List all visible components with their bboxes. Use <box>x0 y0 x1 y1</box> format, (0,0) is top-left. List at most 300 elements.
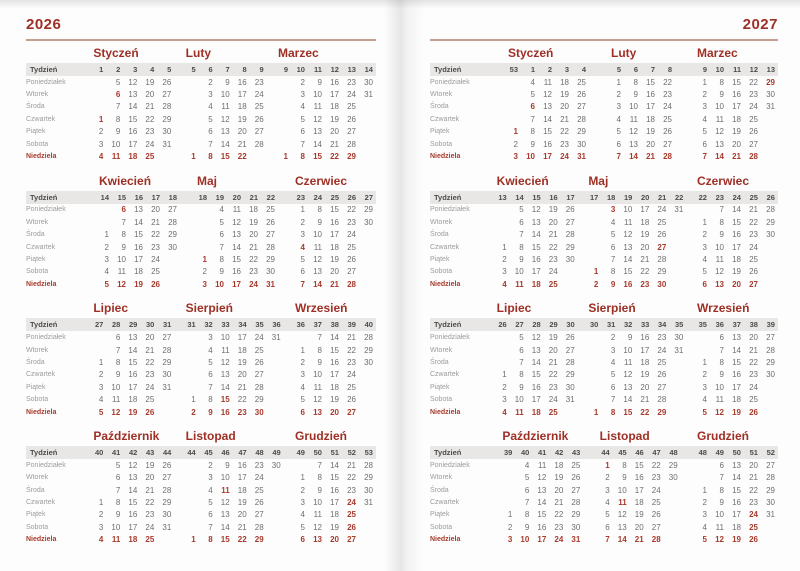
day-number: 1 <box>502 242 507 252</box>
day-number <box>193 205 210 214</box>
days-group <box>89 510 174 519</box>
day-number: 27 <box>162 473 172 483</box>
day-number: 1 <box>513 127 518 137</box>
day-number: 14 <box>232 242 241 252</box>
week-label: Tydzień <box>30 448 58 458</box>
days-group <box>693 408 778 417</box>
day-number: 13 <box>715 139 724 149</box>
day-number: 26 <box>347 395 356 405</box>
day-number: 20 <box>145 473 155 483</box>
day-number <box>359 267 376 276</box>
week-numbers-group <box>693 448 778 457</box>
week-number: 42 <box>128 448 138 458</box>
day-number <box>761 383 778 392</box>
day-number: 2 <box>610 333 616 343</box>
day-label: Sobota <box>26 268 49 276</box>
day-number: 19 <box>145 460 155 470</box>
day-number: 3 <box>208 473 213 483</box>
day-row <box>26 356 376 368</box>
day-label: Poniedziałek <box>430 461 470 469</box>
day-number: 29 <box>571 510 581 520</box>
day-number: 13 <box>313 407 322 417</box>
day-number: 17 <box>128 382 138 392</box>
day-number: 14 <box>313 279 322 289</box>
day-number: 18 <box>560 77 569 87</box>
day-number: 28 <box>577 114 586 124</box>
quarter-block <box>430 173 778 291</box>
day-number: 11 <box>624 357 633 367</box>
day-number: 11 <box>112 395 121 405</box>
day-number: 15 <box>623 407 633 417</box>
day-number: 28 <box>565 230 575 240</box>
day-number: 10 <box>313 498 322 508</box>
week-numbers-group <box>89 65 174 74</box>
week-number: 46 <box>635 448 644 458</box>
day-number <box>693 346 710 355</box>
days-group <box>693 486 778 495</box>
week-number: 5 <box>191 65 196 74</box>
day-number: 23 <box>651 473 661 483</box>
day-number: 22 <box>749 485 758 495</box>
day-number: 16 <box>330 485 339 495</box>
day-number: 4 <box>98 152 104 162</box>
day-number: 23 <box>254 460 264 470</box>
days-group <box>584 205 686 214</box>
day-label: Piątek <box>26 383 46 391</box>
day-number <box>664 486 681 495</box>
days-group <box>89 523 174 532</box>
day-row <box>430 331 778 343</box>
day-number: 14 <box>220 382 230 392</box>
day-number <box>182 333 199 342</box>
day-row <box>26 331 376 343</box>
day-number: 13 <box>715 279 724 289</box>
month-names-row <box>26 428 376 443</box>
day-number: 21 <box>145 345 155 355</box>
day-number: 12 <box>117 279 126 289</box>
day-number: 29 <box>766 485 775 495</box>
day-number: 5 <box>610 230 616 240</box>
day-row <box>430 216 778 228</box>
month-names-row <box>430 300 778 315</box>
day-number: 19 <box>640 230 650 240</box>
day-number: 22 <box>749 217 758 227</box>
day-number: 22 <box>249 254 258 264</box>
header-rule-left <box>26 39 376 41</box>
day-number: 10 <box>623 345 633 355</box>
day-number: 6 <box>605 522 610 532</box>
day-label: Niedziela <box>430 280 461 288</box>
day-number <box>693 205 710 214</box>
day-number: 19 <box>548 205 558 215</box>
day-number: 19 <box>237 357 247 367</box>
day-number: 30 <box>766 370 775 380</box>
day-number: 2 <box>593 279 599 289</box>
week-number: 8 <box>667 65 672 74</box>
day-number: 11 <box>313 102 322 112</box>
days-group <box>504 115 589 124</box>
day-row <box>430 534 778 546</box>
day-label: Czwartek <box>26 499 56 507</box>
day-number: 25 <box>749 114 758 124</box>
month-title: Wrzesień <box>294 301 348 316</box>
week-number: 53 <box>509 65 518 74</box>
day-number: 23 <box>347 77 356 87</box>
day-number <box>669 408 686 417</box>
day-number: 1 <box>191 535 196 545</box>
day-number <box>267 370 284 379</box>
day-number: 13 <box>313 267 322 277</box>
week-number: 29 <box>128 320 138 330</box>
week-numbers-group <box>504 65 589 74</box>
week-number: 6 <box>208 65 213 74</box>
day-number <box>89 346 106 355</box>
day-number: 2 <box>98 370 104 380</box>
days-group <box>182 152 267 161</box>
week-number: 5 <box>167 65 172 74</box>
day-number: 9 <box>317 217 322 227</box>
day-number: 12 <box>537 473 547 483</box>
day-number: 2 <box>98 510 104 520</box>
day-number <box>504 115 521 124</box>
day-number: 18 <box>128 395 138 405</box>
day-number <box>669 395 686 404</box>
day-number: 27 <box>162 333 172 343</box>
day-number: 23 <box>145 510 155 520</box>
day-number <box>359 102 376 111</box>
day-row <box>26 496 376 508</box>
day-number: 5 <box>702 127 707 137</box>
day-number: 1 <box>98 114 104 124</box>
days-group <box>291 383 376 392</box>
days-group <box>693 102 778 111</box>
day-number: 26 <box>565 333 575 343</box>
day-number: 23 <box>548 382 558 392</box>
month-title: Maj <box>588 173 609 188</box>
day-row <box>26 138 376 150</box>
day-number: 2 <box>502 382 507 392</box>
day-number: 18 <box>732 522 741 532</box>
week-numbers-group <box>607 65 675 74</box>
week-number: 47 <box>652 448 661 458</box>
day-number: 13 <box>313 127 322 137</box>
days-group <box>182 127 267 136</box>
week-number: 28 <box>532 320 541 330</box>
day-number: 14 <box>715 152 724 162</box>
days-group <box>182 346 284 355</box>
day-label: Środa <box>26 231 45 239</box>
days-group <box>274 152 376 161</box>
day-number: 7 <box>208 522 213 532</box>
day-number: 22 <box>347 345 356 355</box>
day-number: 26 <box>749 127 758 137</box>
days-group <box>493 255 578 264</box>
day-number: 22 <box>237 535 247 545</box>
day-number: 14 <box>220 522 230 532</box>
day-number: 20 <box>330 127 339 137</box>
week-number: 30 <box>566 320 575 330</box>
day-number: 28 <box>168 217 177 227</box>
day-number: 19 <box>330 522 339 532</box>
day-number: 13 <box>232 230 241 240</box>
day-row <box>26 534 376 546</box>
day-number: 10 <box>313 230 322 240</box>
day-number: 27 <box>651 522 661 532</box>
day-number: 20 <box>646 139 655 149</box>
week-number: 36 <box>272 320 281 330</box>
day-number: 12 <box>543 90 552 100</box>
day-number <box>193 218 210 227</box>
day-number: 9 <box>633 90 638 100</box>
days-group <box>693 461 778 470</box>
month-title: Czerwiec <box>696 173 749 188</box>
day-number: 12 <box>623 370 633 380</box>
day-number <box>182 461 199 470</box>
week-number: 12 <box>330 65 339 74</box>
day-number <box>182 498 199 507</box>
day-number: 19 <box>134 279 143 289</box>
day-number: 6 <box>300 535 305 545</box>
days-group <box>596 486 681 495</box>
day-number: 14 <box>623 395 633 405</box>
day-number <box>761 395 778 404</box>
quarter-block <box>26 300 376 418</box>
day-number: 19 <box>634 510 644 520</box>
day-number: 7 <box>115 102 121 112</box>
days-group <box>182 370 284 379</box>
day-number: 5 <box>519 205 524 215</box>
day-number: 15 <box>531 242 541 252</box>
day-number <box>267 473 284 482</box>
week-number: 38 <box>330 320 339 330</box>
days-group <box>95 230 180 239</box>
days-group <box>182 383 284 392</box>
day-number: 6 <box>530 102 535 112</box>
day-number: 30 <box>168 242 177 252</box>
day-number: 21 <box>640 395 650 405</box>
days-group <box>89 140 174 149</box>
day-number <box>267 408 284 417</box>
day-number: 30 <box>162 127 172 137</box>
day-row <box>26 216 376 228</box>
day-number: 19 <box>732 267 741 277</box>
day-number: 16 <box>128 510 138 520</box>
days-group <box>584 408 686 417</box>
day-number: 27 <box>347 535 356 545</box>
day-number: 10 <box>715 242 724 252</box>
week-label: Tydzień <box>434 192 462 202</box>
day-number: 8 <box>719 357 724 367</box>
week-number: 5 <box>616 65 621 74</box>
day-number: 13 <box>617 522 627 532</box>
days-group <box>274 102 376 111</box>
day-number: 25 <box>571 460 581 470</box>
day-number: 30 <box>657 279 667 289</box>
days-group <box>693 498 778 507</box>
day-number: 20 <box>749 333 758 343</box>
days-group <box>693 370 778 379</box>
day-label: Niedziela <box>430 536 461 544</box>
week-number: 18 <box>606 192 616 202</box>
day-number: 1 <box>191 152 196 162</box>
day-number: 28 <box>364 333 373 343</box>
day-row <box>430 393 778 405</box>
day-number: 30 <box>364 357 373 367</box>
day-number: 29 <box>364 345 373 355</box>
day-number: 5 <box>616 127 621 137</box>
day-number: 7 <box>605 535 610 545</box>
days-group <box>95 243 180 252</box>
day-label: Wtorek <box>430 346 453 354</box>
day-number <box>182 473 199 482</box>
week-number: 35 <box>674 320 684 330</box>
day-row <box>26 344 376 356</box>
day-number: 19 <box>548 333 558 343</box>
month-title: Wrzesień <box>696 301 750 316</box>
day-number: 26 <box>162 460 172 470</box>
days-group <box>693 523 778 532</box>
day-number: 20 <box>151 205 160 215</box>
day-number <box>504 102 521 111</box>
day-number: 24 <box>657 345 667 355</box>
day-number: 14 <box>617 535 627 545</box>
day-number: 4 <box>300 382 305 392</box>
day-row <box>26 76 376 88</box>
day-number <box>359 408 376 417</box>
day-number: 2 <box>702 370 707 380</box>
month-title: Czerwiec <box>295 173 348 188</box>
day-number: 14 <box>128 485 138 495</box>
day-number: 20 <box>548 345 558 355</box>
day-number: 10 <box>220 473 230 483</box>
day-row <box>26 472 376 484</box>
day-number: 18 <box>237 102 247 112</box>
day-number: 26 <box>266 217 275 227</box>
day-number: 13 <box>531 345 541 355</box>
month-title: Kwiecień <box>496 173 549 188</box>
week-number: 21 <box>657 192 667 202</box>
week-number: 17 <box>151 192 160 202</box>
day-number: 16 <box>732 230 741 240</box>
day-number: 4 <box>524 460 530 470</box>
week-number: 36 <box>715 320 724 330</box>
days-group <box>193 218 278 227</box>
day-number <box>761 152 778 161</box>
days-group <box>291 473 376 482</box>
day-number <box>584 395 601 404</box>
day-number: 6 <box>115 473 121 483</box>
days-group <box>291 267 376 276</box>
day-number: 18 <box>732 114 741 124</box>
day-number: 14 <box>330 333 339 343</box>
day-number: 17 <box>732 382 741 392</box>
day-number: 31 <box>766 102 775 112</box>
day-number: 11 <box>111 152 121 162</box>
day-number: 21 <box>249 242 258 252</box>
day-number: 16 <box>237 77 247 87</box>
day-number: 2 <box>513 139 518 149</box>
day-number: 9 <box>115 510 121 520</box>
day-number: 10 <box>313 370 322 380</box>
days-group <box>291 230 376 239</box>
day-number: 24 <box>151 254 160 264</box>
day-number: 25 <box>577 77 586 87</box>
day-number: 15 <box>128 114 138 124</box>
day-label: Czwartek <box>430 371 460 379</box>
days-group <box>693 243 778 252</box>
week-numbers-group <box>693 320 778 329</box>
week-number: 49 <box>272 448 281 458</box>
days-group <box>693 152 778 161</box>
week-number: 46 <box>221 448 230 458</box>
day-number <box>267 486 284 495</box>
week-label: Tydzień <box>30 65 58 74</box>
days-group <box>193 205 278 214</box>
day-number: 31 <box>266 279 275 289</box>
month-title: Marzec <box>697 46 738 60</box>
day-number <box>157 152 174 161</box>
day-number: 1 <box>104 230 109 240</box>
day-number: 27 <box>565 217 575 227</box>
day-number: 16 <box>537 522 547 532</box>
day-number: 21 <box>145 485 155 495</box>
week-numbers-group <box>584 320 686 329</box>
days-group <box>607 152 675 161</box>
day-number: 12 <box>531 333 541 343</box>
day-number: 17 <box>634 485 644 495</box>
day-number: 11 <box>221 485 230 495</box>
day-number: 31 <box>162 139 172 149</box>
day-number: 1 <box>593 267 599 277</box>
day-number: 27 <box>749 139 758 149</box>
day-label: Wtorek <box>430 218 453 226</box>
month-title: Lipiec <box>93 301 129 316</box>
day-number: 8 <box>719 77 724 87</box>
week-number: 27 <box>94 320 104 330</box>
day-number: 6 <box>115 90 121 100</box>
day-number: 19 <box>237 114 247 124</box>
day-number: 31 <box>577 152 586 162</box>
day-number <box>274 127 291 136</box>
day-number: 17 <box>732 242 741 252</box>
day-number: 19 <box>640 370 650 380</box>
day-number <box>89 473 106 482</box>
days-group <box>504 140 589 149</box>
day-number: 7 <box>702 152 707 162</box>
day-number: 2 <box>605 473 610 483</box>
day-number: 13 <box>220 370 230 380</box>
day-number: 12 <box>232 217 241 227</box>
day-number: 21 <box>732 152 741 162</box>
day-number: 7 <box>719 205 724 215</box>
day-number: 30 <box>266 267 275 277</box>
week-number: 10 <box>296 65 305 74</box>
day-number: 9 <box>208 407 213 417</box>
day-number: 10 <box>220 90 230 100</box>
day-number: 12 <box>531 205 541 215</box>
day-number: 30 <box>364 77 373 87</box>
days-group <box>693 267 778 276</box>
week-number: 40 <box>520 448 530 458</box>
day-row <box>430 472 778 484</box>
days-group <box>498 486 583 495</box>
day-number: 12 <box>220 357 230 367</box>
day-number <box>89 90 106 99</box>
day-number: 25 <box>749 522 758 532</box>
day-number <box>761 127 778 136</box>
day-number: 6 <box>616 139 621 149</box>
day-number: 29 <box>766 77 775 87</box>
